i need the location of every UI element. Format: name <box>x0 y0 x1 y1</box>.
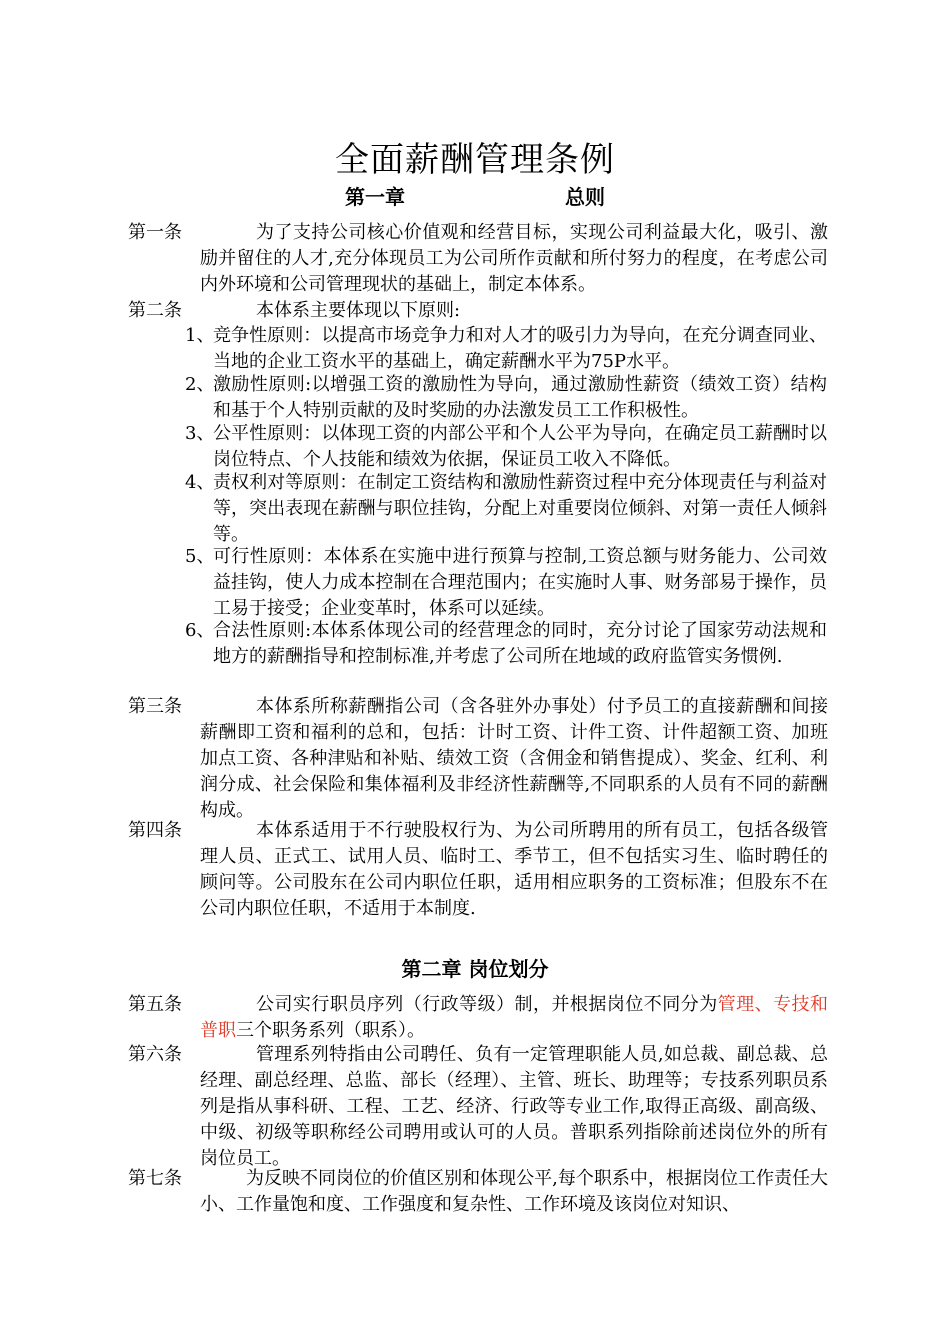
principle-item <box>185 544 827 622</box>
article-7 <box>128 1166 828 1218</box>
document-title: 全面薪酬管理条例 <box>335 140 615 180</box>
principle-text: 合法性原则:本体系体现公司的经营理念的同时，充分讨论了国家劳动法规和地方的薪酬指导和控制标准,并考虑了公司所在地域的政府监管实务惯例. <box>213 620 827 667</box>
article-text: 本体系主要体现以下原则: <box>256 300 461 321</box>
article-text: 为了支持公司核心价值观和经营目标，实现公司利益最大化，吸引、激励并留住的人才,充分体现员工为公司所作贡献和所付努力的程度，在考虑公司内外环境和公司管理现状的基础上，制定本体系。 <box>200 222 828 295</box>
principle-text: 竞争性原则：以提高市场竞争力和对人才的吸引力为导向，在充分调查同业、当地的企业工资水平的基础上，确定薪酬水平为75P水平。 <box>213 325 827 372</box>
chapter-2-heading: 第二章 岗位划分 <box>401 957 549 981</box>
article-label: 第六条 <box>128 1044 182 1065</box>
principle-number: 6、 <box>185 620 215 641</box>
article-text: 本体系所称薪酬指公司（含各驻外办事处）付予员工的直接薪酬和间接薪酬即工资和福利的总和，包括：计时工资、计件工资、计件超额工资、加班加点工资、各种津贴和补贴、绩效工资（含佣金和销售提成）、奖金、红利、利润分成、社会保险和集体福利及非经济性薪酬等,不同职系的人员有不同的薪酬构成。 <box>200 696 828 821</box>
article-1 <box>128 220 828 298</box>
principle-number: 3、 <box>185 423 215 444</box>
article-label: 第二条 <box>128 300 182 321</box>
article-label: 第一条 <box>128 222 182 243</box>
principle-item <box>185 372 827 424</box>
principle-number: 4、 <box>185 472 215 493</box>
principle-number: 2、 <box>185 374 215 395</box>
article-2 <box>128 298 828 324</box>
article-6 <box>128 1042 828 1172</box>
article-5-text-start: 公司实行职员序列（行政等级）制，并根据岗位不同分为 <box>256 994 718 1015</box>
principle-item <box>185 421 827 473</box>
article-text <box>200 992 828 1044</box>
chapter-1-name: 总则 <box>565 185 605 209</box>
article-3 <box>128 694 828 824</box>
principle-item <box>185 470 827 548</box>
article-text: 本体系适用于不行驶股权行为、为公司所聘用的所有员工，包括各级管理人员、正式工、试用人员、临时工、季节工，但不包括实习生、临时聘任的顾问等。公司股东在公司内职位任职，适用相应职务的工资标准；但股东不在公司内职位任职，不适用于本制度. <box>200 820 828 919</box>
article-text: 管理系列特指由公司聘任、负有一定管理职能人员,如总裁、副总裁、总经理、副总经理、总监、部长（经理）、主管、班长、助理等；专技系列职员系列是指从事科研、工程、工艺、经济、行政等专业工作,取得正高级、副高级、中级、初级等职称经公司聘用或认可的人员。普职系列指除前述岗位外的所有岗位员工。 <box>200 1044 828 1169</box>
principle-item <box>185 618 827 670</box>
principle-text: 激励性原则:以增强工资的激励性为导向，通过激励性薪资（绩效工资）结构和基于个人特别贡献的及时奖励的办法激发员工工作积极性。 <box>213 374 827 421</box>
principle-number: 5、 <box>185 546 215 567</box>
chapter-1-heading <box>0 182 950 212</box>
article-label: 第三条 <box>128 696 182 717</box>
highlighted-series-names: 管理、专技和普职 <box>200 994 829 1041</box>
article-5-text-end: 三个职务系列（职系）。 <box>236 1020 425 1041</box>
article-5 <box>128 992 828 1044</box>
article-4 <box>128 818 828 922</box>
chapter-1-label: 第一章 <box>345 185 405 209</box>
principle-text: 公平性原则：以体现工资的内部公平和个人公平为导向，在确定员工薪酬时以岗位特点、个人技能和绩效为依据，保证员工收入不降低。 <box>213 423 827 470</box>
principle-item <box>185 323 827 375</box>
article-label: 第五条 <box>128 994 182 1015</box>
article-text: 为反映不同岗位的价值区别和体现公平,每个职系中，根据岗位工作责任大小、工作量饱和度、工作强度和复杂性、工作环境及该岗位对知识、 <box>200 1168 828 1215</box>
article-label: 第四条 <box>128 820 182 841</box>
principle-text: 责权利对等原则：在制定工资结构和激励性薪资过程中充分体现责任与利益对等，突出表现在薪酬与职位挂钩，分配上对重要岗位倾斜、对第一责任人倾斜等。 <box>213 472 827 545</box>
principle-text: 可行性原则：本体系在实施中进行预算与控制,工资总额与财务能力、公司效益挂钩，使人力成本控制在合理范围内；在实施时人事、财务部易于操作，员工易于接受；企业变革时，体系可以延续。 <box>213 546 827 619</box>
article-label: 第七条 <box>128 1168 182 1189</box>
principle-number: 1、 <box>185 325 215 346</box>
